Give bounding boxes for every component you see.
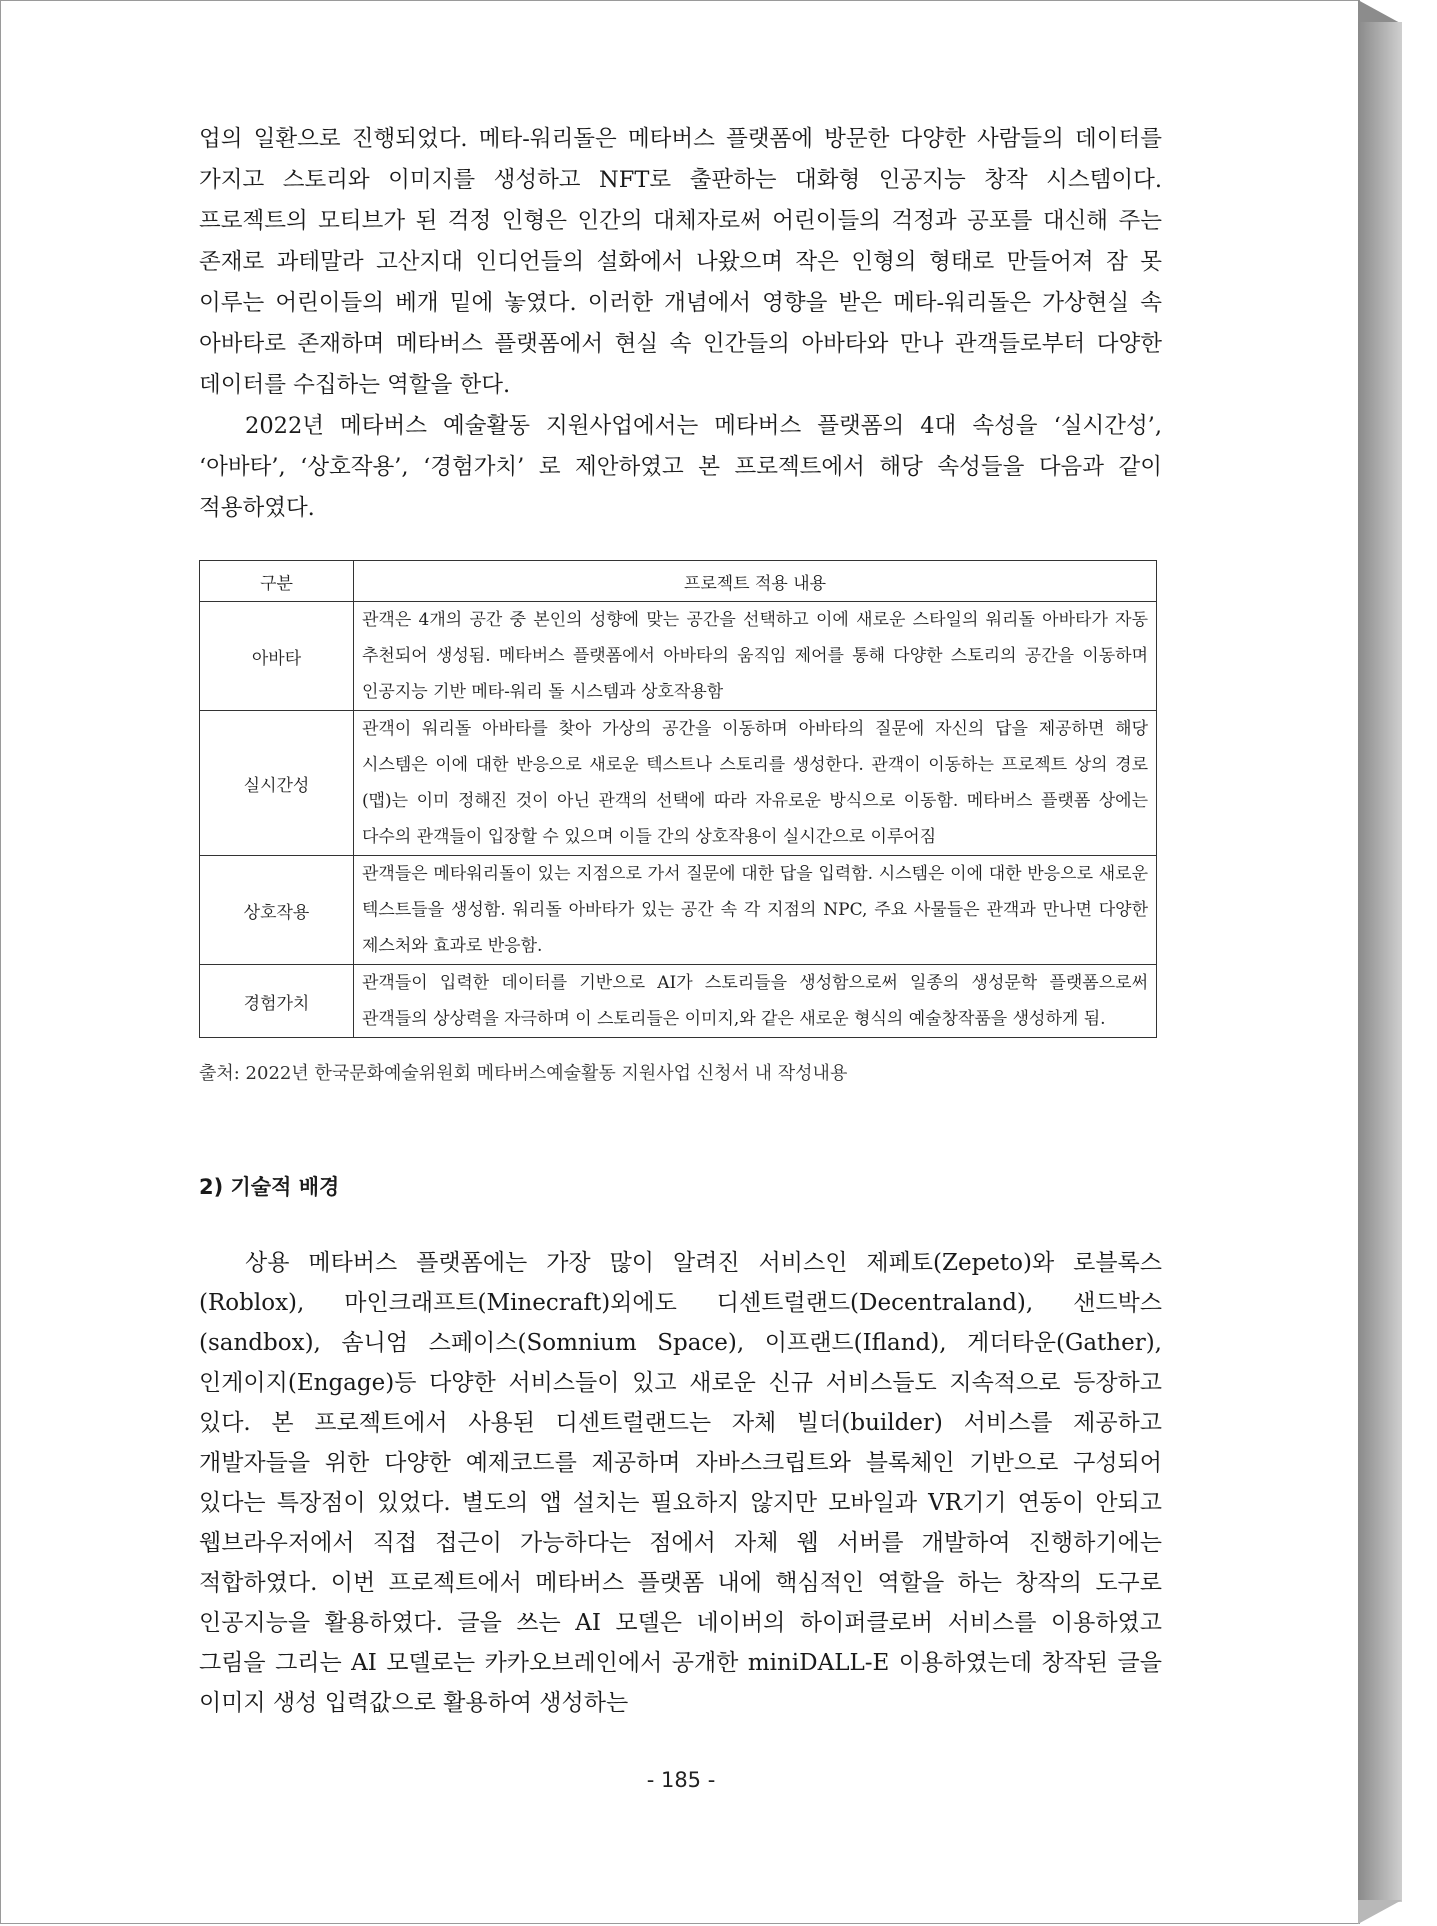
- table-row: [200, 856, 1157, 965]
- table-header-category: 구분: [200, 561, 354, 602]
- table-header-row: [200, 561, 1157, 602]
- page-curl-bottom: [1358, 1900, 1402, 1924]
- attributes-paragraph: 2022년 메타버스 예술활동 지원사업에서는 메타버스 플랫폼의 4대 속성을 ‘실시간성’, ‘아바타’, ‘상호작용’, ‘경험가치’ 로 제안하였고 본 프로젝트에서 해당 속성들을 다음과 같이 적용하였다.: [199, 413, 1162, 521]
- table-source-note: 출처: 2022년 한국문화예술위원회 메타버스예술활동 지원사업 신청서 내 작성내용: [199, 1063, 848, 1084]
- table-header-content: 프로젝트 적용 내용: [354, 561, 1157, 602]
- page-curl-top: [1358, 0, 1402, 24]
- page-thickness-edge: [1358, 22, 1402, 1902]
- table-cell-category: 상호작용: [200, 856, 354, 965]
- page-content: [199, 119, 1162, 1716]
- table-cell-category: 아바타: [200, 602, 354, 711]
- table-cell-content: 관객들이 입력한 데이터를 기반으로 AI가 스토리들을 생성함으로써 일종의 생성문학 플랫폼으로써 관객들의 상상력을 자극하며 이 스토리들은 이미지,와 같은 새로운 형식의 예술창작품을 생성하게 됨.: [354, 965, 1157, 1038]
- table-cell-category: 실시간성: [200, 711, 354, 856]
- table-cell-category: 경험가치: [200, 965, 354, 1038]
- intro-paragraph: 업의 일환으로 진행되었다. 메타-워리돌은 메타버스 플랫폼에 방문한 다양한 사람들의 데이터를 가지고 스토리와 이미지를 생성하고 NFT로 출판하는 대화형 인공지능 창작 시스템이다. 프로젝트의 모티브가 된 걱정 인형은 인간의 대체자로써 어린이들의 걱정과 공포를 대신해 주는 존재로 과테말라 고산지대 인디언들의 설화에서 나왔으며 작은 인형의 형태로 만들어져 잠 못 이루는 어린이들의 베개 밑에 놓였다. 이러한 개념에서 영향을 받은 메타-워리돌은 가상현실 속 아바타로 존재하며 메타버스 플랫폼에서 현실 속 인간들의 아바타와 만나 관객들로부터 다양한 데이터를 수집하는 역할을 한다.: [199, 126, 1162, 398]
- page-number: - 185 -: [646, 1768, 716, 1792]
- section-heading: 2) 기술적 배경: [199, 1175, 340, 1199]
- table-row: [200, 602, 1157, 711]
- table-row: [200, 711, 1157, 856]
- section-body: [199, 1243, 1162, 1723]
- table-row: [200, 965, 1157, 1038]
- table-cell-content: 관객들은 메타워리돌이 있는 지점으로 가서 질문에 대한 답을 입력함. 시스템은 이에 대한 반응으로 새로운 텍스트들을 생성함. 워리돌 아바타가 있는 공간 속 각 지점의 NPC, 주요 사물들은 관객과 만나면 다양한 제스처와 효과로 반응함.: [354, 856, 1157, 965]
- technical-background-paragraph: 상용 메타버스 플랫폼에는 가장 많이 알려진 서비스인 제페토(Zepeto)와 로블록스(Roblox), 마인크래프트(Minecraft)외에도 디센트럴랜드(Decentraland), 샌드박스(sandbox), 솜니엄 스페이스(Somnium Space), 이프랜드(Ifland), 게더타운(Gather), 인게이지(Engage)등 다양한 서비스들이 있고 새로운 신규 서비스들도 지속적으로 등장하고 있다. 본 프로젝트에서 사용된 디센트럴랜드는 자체 빌더(builder) 서비스를 제공하고 개발자들을 위한 다양한 예제코드를 제공하며 자바스크립트와 블록체인 기반으로 구성되어 있다는 특장점이 있었다. 별도의 앱 설치는 필요하지 않지만 모바일과 VR기기 연동이 안되고 웹브라우저에서 직접 접근이 가능하다는 점에서 자체 웹 서버를 개발하여 진행하기에는 적합하였다. 이번 프로젝트에서 메타버스 플랫폼 내에 핵심적인 역할을 하는 창작의 도구로 인공지능을 활용하였다. 글을 쓰는 AI 모델은 네이버의 하이퍼클로버 서비스를 이용하였고 그림을 그리는 AI 모델로는 카카오브레인에서 공개한 miniDALL-E 이용하였는데 창작된 글을 이미지 생성 입력값으로 활용하여 생성하는: [199, 1250, 1162, 1716]
- attributes-table: [199, 560, 1157, 1038]
- table-cell-content: 관객은 4개의 공간 중 본인의 성향에 맞는 공간을 선택하고 이에 새로운 스타일의 워리돌 아바타가 자동 추천되어 생성됨. 메타버스 플랫폼에서 아바타의 움직임 제어를 통해 다양한 스토리의 공간을 이동하며 인공지능 기반 메타-워리 돌 시스템과 상호작용함: [354, 602, 1157, 711]
- table-cell-content: 관객이 워리돌 아바타를 찾아 가상의 공간을 이동하며 아바타의 질문에 자신의 답을 제공하면 해당 시스템은 이에 대한 반응으로 새로운 텍스트나 스토리를 생성한다. 관객이 이동하는 프로젝트 상의 경로(맵)는 이미 정해진 것이 아닌 관객의 선택에 따라 자유로운 방식으로 이동함. 메타버스 플랫폼 상에는 다수의 관객들이 입장할 수 있으며 이들 간의 상호작용이 실시간으로 이루어짐: [354, 711, 1157, 856]
